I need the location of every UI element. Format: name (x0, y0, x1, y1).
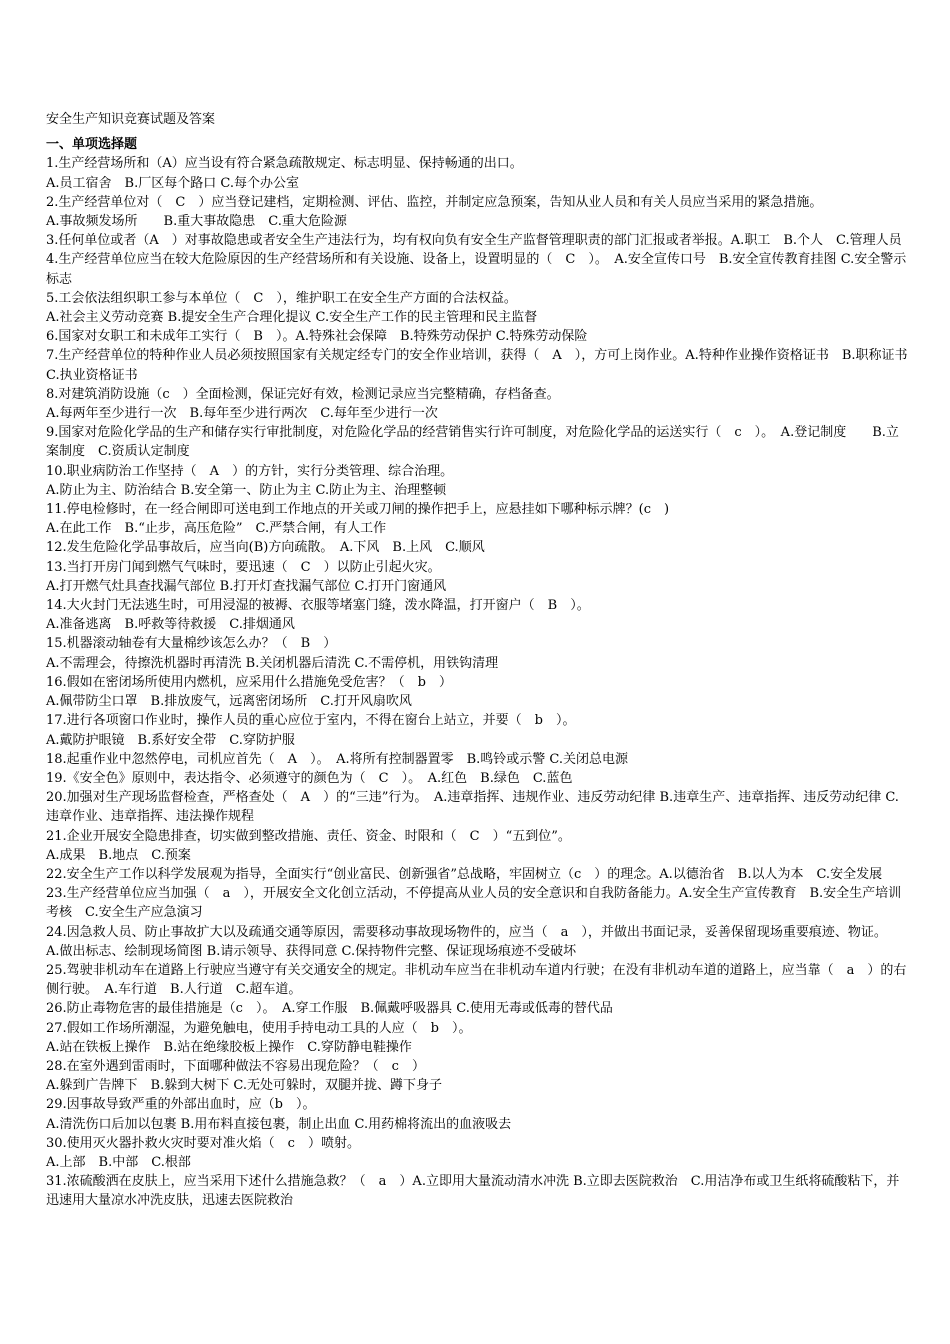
text-line: A.员工宿舍 B.厂区每个路口 C.每个办公室 (46, 175, 299, 191)
text-line: 11.停电检修时，在一经合闸即可送电到工作地点的开关或刀闸的操作把手上，应悬挂如下哪种标示牌？(c ) (46, 502, 670, 518)
text-line: A.打开燃气灶具查找漏气部位 B.打开灯查找漏气部位 C.打开门窗通风 (46, 578, 447, 594)
text-line: 21.企业开展安全隐患排查，切实做到整改措施、责任、资金、时限和（ C ）“五到位”。 (46, 828, 571, 844)
text-line: 14.大火封门无法逃生时，可用浸湿的被褥、衣服等堵塞门缝，泼水降温，打开窗户（ B ）。 (46, 598, 590, 614)
text-line: A.社会主义劳动竞赛 B.提安全生产合理化提议 C.安全生产工作的民主管理和民主监督 (46, 310, 538, 326)
text-line: A.准备逃离 B.呼救等待救援 C.排烟通风 (46, 617, 295, 633)
text-line: 1.生产经营场所和（A）应当设有符合紧急疏散规定、标志明显、保持畅通的出口。 (46, 156, 523, 172)
text-line: 31.浓硫酸洒在皮肤上，应当采用下述什么措施急救？（ a ）A.立即用大量流动清水冲洗 B.立即去医院救治 C.用洁净布或卫生纸将硫酸粘下，并迅速用大量凉水冲洗皮肤，迅速去医院救治 (46, 1174, 900, 1209)
text-line: A.不需理会，待擦洗机器时再清洗 B.关闭机器后清洗 C.不需停机，用铁钩清理 (46, 655, 499, 671)
text-line: A.每两年至少进行一次 B.每年至少进行两次 C.每年至少进行一次 (46, 406, 438, 422)
document-title: 安全生产知识竞赛试题及答案 (46, 112, 216, 127)
text-line: A.在此工作 B.“止步，高压危险” C.严禁合闸，有人工作 (46, 521, 387, 537)
text-line: 5.工会依法组织职工参与本单位（ C ），维护职工在安全生产方面的合法权益。 (46, 290, 517, 306)
text-line: A.事故频发场所 B.重大事故隐患 C.重大危险源 (46, 214, 347, 230)
text-line: 4.生产经营单位应当在较大危险原因的生产经营场所和有关设施、设备上，设置明显的（ C ）。 A.安全宣传口号 B.安全宣传教育挂图 C.安全警示标志 (46, 252, 907, 287)
section-heading: 一、单项选择题 (46, 137, 138, 153)
text-line: 12.发生危险化学品事故后，应当向(B)方向疏散。 A.下风 B.上风 C.顺风 (46, 540, 485, 556)
text-line: A.躲到广告牌下 B.躲到大树下 C.无处可躲时，双腿并拢、蹲下身子 (46, 1078, 442, 1094)
text-line: A.成果 B.地点 C.预案 (46, 847, 191, 863)
question-list (46, 154, 910, 1210)
text-line: 8.对建筑消防设施（c ）全面检测，保证完好有效，检测记录应当完整精确，存档备查。 (46, 386, 560, 402)
text-line: A.佩带防尘口罩 B.排放废气，远离密闭场所 C.打开风扇吹风 (46, 694, 412, 710)
text-line: 3.任何单位或者（A ）对事故隐患或者安全生产违法行为，均有权向负有安全生产监督管理职责的部门汇报或者举报。A.职工 B.个人 C.管理人员 (46, 233, 902, 249)
document-body (46, 110, 910, 1211)
text-line: 10.职业病防治工作坚持（ A ）的方针，实行分类管理、综合治理。 (46, 463, 454, 479)
text-line: 9.国家对危险化学品的生产和储存实行审批制度，对危险化学品的经营销售实行许可制度，对危险化学品的运送实行（ c ）。 A.登记制度 B.立案制度 C.资质认定制度 (46, 425, 899, 460)
text-line: 13.当打开房门闻到燃气气味时，要迅速（ C ）以防止引起火灾。 (46, 559, 441, 575)
text-line: A.做出标志、绘制现场简图 B.请示领导、获得同意 C.保持物件完整、保证现场痕迹不受破坏 (46, 943, 577, 959)
text-line: A.站在铁板上操作 B.站在绝缘胶板上操作 C.穿防静电鞋操作 (46, 1039, 412, 1055)
text-line: 19.《安全色》原则中，表达指令、必须遵守的颜色为（ C ）。 A.红色 B.绿色 C.蓝色 (46, 770, 573, 786)
text-line: A.防止为主、防治结合 B.安全第一、防止为主 C.防止为主、治理整顿 (46, 482, 447, 498)
text-line: 23.生产经营单位应当加强（ a ），开展安全文化创立活动，不停提高从业人员的安全意识和自我防备能力。A.安全生产宣传教育 B.安全生产培训考核 C.安全生产应急演习 (46, 886, 902, 921)
text-line: 25.驾驶非机动车在道路上行驶应当遵守有关交通安全的规定。非机动车应当在非机动车道内行驶；在没有非机动车道的道路上，应当靠（ a ）的右侧行驶。 A.车行道 B.人行道 C.超车道。 (46, 962, 907, 998)
text-line: 6.国家对女职工和未成年工实行（ B ）。A.特殊社会保障 B.特殊劳动保护 C.特殊劳动保险 (46, 329, 588, 345)
text-line: 17.进行各项窗口作业时，操作人员的重心应位于室内，不得在窗台上站立，并要（ b ）。 (46, 713, 576, 729)
text-line: 20.加强对生产现场监督检查，严格查处（ A ）的“三违”行为。 A.违章指挥、违规作业、违反劳动纪律 B.违章生产、违章指挥、违反劳动纪律 C.违章作业、违章指挥、违法操作规程 (46, 790, 899, 825)
text-line: 26.防止毒物危害的最佳措施是（c ）。 A.穿工作服 B.佩戴呼吸器具 C.使用无毒或低毒的替代品 (46, 1001, 613, 1017)
text-line: 15.机器滚动轴卷有大量棉纱该怎么办？（ B ） (46, 636, 337, 652)
text-line: 18.起重作业中忽然停电，司机应首先（ A ）。 A.将所有控制器置零 B.鸣铃或示警 C.关闭总电源 (46, 751, 629, 767)
text-line: 30.使用灭火器扑救火灾时要对准火焰（ c ）喷射。 (46, 1135, 360, 1151)
text-line: 2.生产经营单位对（ C ）应当登记建档，定期检测、评估、监控，并制定应急预案，告知从业人员和有关人员应当采用的紧急措施。 (46, 194, 823, 210)
text-line: 22.安全生产工作以科学发展观为指导，全面实行“创业富民、创新强省”总战略，牢固树立（c ）的理念。A.以德治省 B.以人为本 C.安全发展 (46, 866, 883, 882)
text-line: A.戴防护眼镜 B.系好安全带 C.穿防护服 (46, 732, 295, 748)
text-line: 29.因事故导致严重的外部出血时，应（b ）。 (46, 1097, 316, 1113)
text-line: 27.假如工作场所潮湿，为避免触电，使用手持电动工具的人应（ b ）。 (46, 1020, 472, 1036)
text-line: A.上部 B.中部 C.根部 (46, 1154, 191, 1170)
text-line: A.清洗伤口后加以包裹 B.用布料直接包裹，制止出血 C.用药棉将流出的血液吸去 (46, 1116, 512, 1132)
text-line: 7.生产经营单位的特种作业人员必须按照国家有关规定经专门的安全作业培训，获得（ A ），方可上岗作业。A.特种作业操作资格证书 B.职称证书C.执业资格证书 (46, 348, 908, 383)
text-line: 16.假如在密闭场所使用内燃机，应采用什么措施免受危害？（ b ） (46, 674, 452, 690)
text-line: 24.因急救人员、防止事故扩大以及疏通交通等原因，需要移动事故现场物件的，应当（ a ），并做出书面记录，妥善保留现场重要痕迹、物证。 (46, 924, 887, 940)
text-line: 28.在室外遇到雷雨时，下面哪种做法不容易出现危险？（ c ） (46, 1058, 425, 1074)
